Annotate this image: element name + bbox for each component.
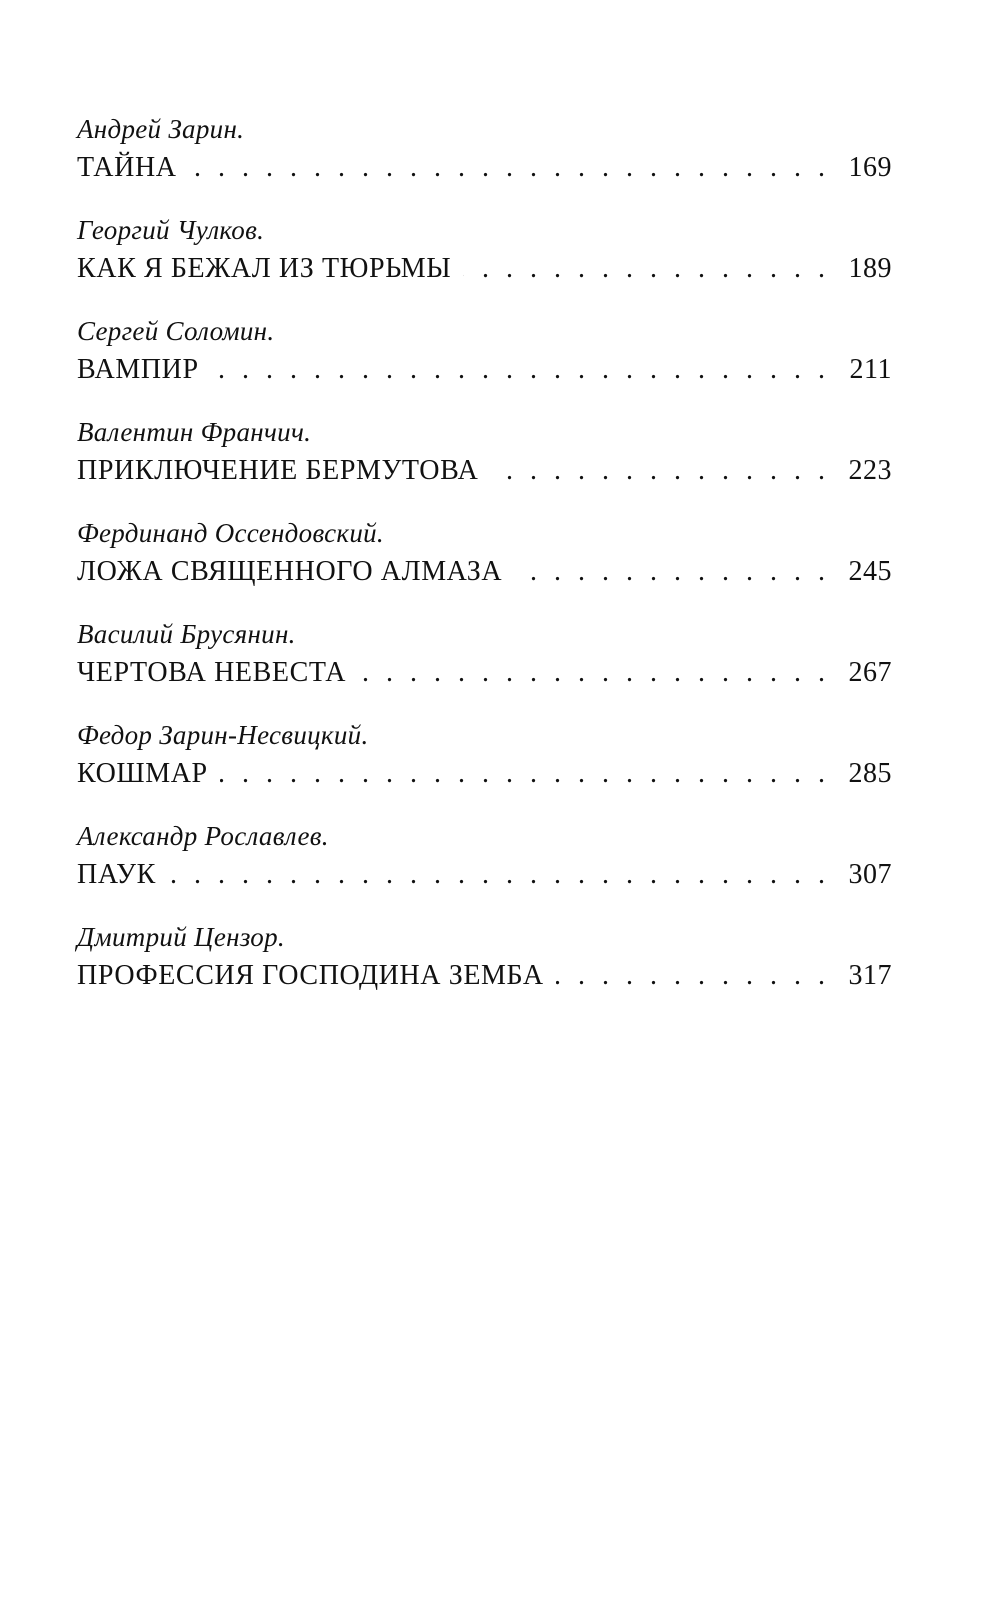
entry-page-number: 317 [848,960,892,991]
entry-title-line [77,454,892,488]
dot-leader [514,555,830,589]
entry-author: Дмитрий Цензор. [77,922,285,952]
toc-entry [77,113,892,214]
entry-page-number: 307 [848,859,892,890]
toc-entry [77,315,892,416]
entry-author: Андрей Зарин. [77,114,245,144]
entry-author: Сергей Соломин. [77,316,275,346]
entry-title: ЧЕРТОВА НЕВЕСТА [77,657,347,688]
entry-title-line [77,252,892,286]
entry-title-line [77,555,892,589]
table-of-contents [77,113,892,1022]
entry-author: Александр Рославлев. [77,821,329,851]
toc-entry [77,719,892,820]
entry-title: КАК Я БЕЖАЛ ИЗ ТЮРЬМЫ [77,253,452,284]
entry-title: ВАМПИР [77,354,199,385]
dot-leader [490,454,830,488]
dot-leader [189,151,830,185]
entry-author: Василий Брусянин. [77,619,296,649]
dot-leader [220,757,830,791]
entry-page-number: 211 [849,354,892,385]
entry-author: Валентин Франчич. [77,417,312,447]
toc-entry [77,416,892,517]
entry-page-number: 285 [848,758,892,789]
entry-title-line [77,959,892,993]
entry-author: Федор Зарин-Несвицкий. [77,720,369,750]
entry-title: ПАУК [77,859,156,890]
entry-page-number: 223 [848,455,892,486]
entry-title-line [77,353,892,387]
entry-page-number: 189 [848,253,892,284]
dot-leader [211,353,830,387]
entry-title: ТАЙНА [77,152,177,183]
entry-title: КОШМАР [77,758,208,789]
toc-entry [77,618,892,719]
entry-title-line [77,858,892,892]
entry-title-line [77,757,892,791]
toc-entry [77,214,892,315]
entry-title: ПРИКЛЮЧЕНИЕ БЕРМУТОВА [77,455,479,486]
entry-page-number: 169 [848,152,892,183]
entry-author: Фердинанд Оссендовский. [77,518,384,548]
dot-leader [358,656,830,690]
entry-page-number: 267 [848,657,892,688]
entry-author: Георгий Чулков. [77,215,265,245]
dot-leader [168,858,830,892]
dot-leader [463,252,830,286]
dot-leader [556,959,830,993]
entry-page-number: 245 [848,556,892,587]
toc-entry [77,820,892,921]
toc-entry [77,921,892,1022]
entry-title: ПРОФЕССИЯ ГОСПОДИНА ЗЕМБА [77,960,544,991]
entry-title-line [77,151,892,185]
toc-entry [77,517,892,618]
entry-title: ЛОЖА СВЯЩЕННОГО АЛМАЗА [77,556,503,587]
entry-title-line [77,656,892,690]
